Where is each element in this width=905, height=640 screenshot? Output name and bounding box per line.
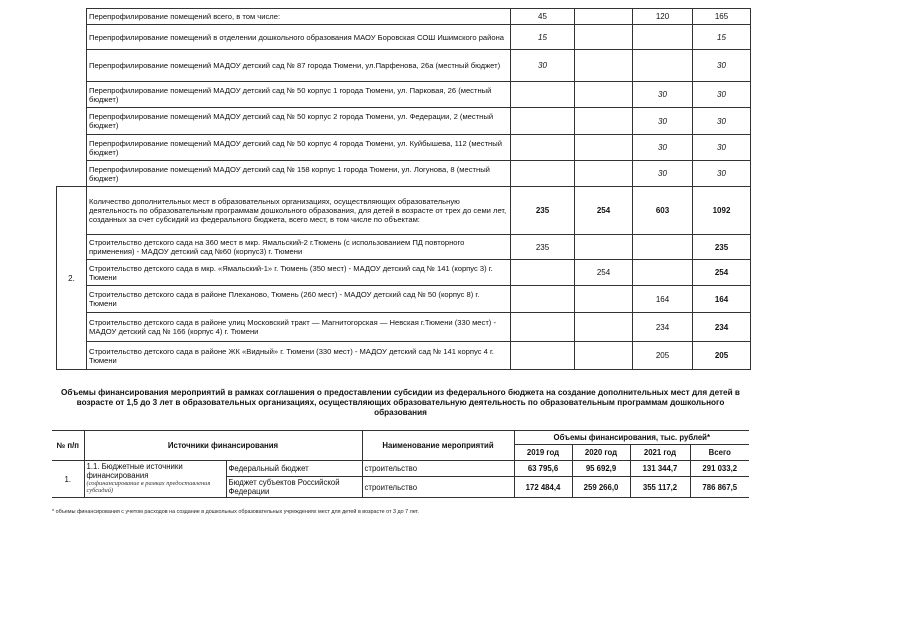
value-2020	[575, 50, 633, 82]
value-2020	[575, 286, 633, 313]
source-group	[84, 461, 226, 498]
table-row	[57, 50, 751, 82]
value-2021: 30	[633, 135, 693, 161]
row-name: Строительство детского сада на 360 мест в мкр. Ямальский-2 г.Тюмень (с использованием ПД повторного применения) - МАДОУ детский сад №60 (корпус3) г. Тюмени	[87, 235, 511, 260]
value-2021: 131 344,7	[630, 461, 690, 477]
value-total: 30	[693, 50, 751, 82]
value-2021: 355 117,2	[630, 477, 690, 498]
table-row	[57, 235, 751, 260]
row-name: Перепрофилирование помещений МАДОУ детский сад № 87 города Тюмени, ул.Парфенова, 26а (местный бюджет)	[87, 50, 511, 82]
value-2020: 254	[575, 187, 633, 235]
header-event: Наименование мероприятий	[362, 431, 514, 461]
section-number: 2.	[57, 187, 87, 370]
source-main: 1.1. Бюджетные источники финансирования	[86, 462, 183, 480]
value-2020: 95 692,9	[572, 461, 630, 477]
table-row	[57, 187, 751, 235]
value-total: 30	[693, 108, 751, 135]
value-2020	[575, 25, 633, 50]
value-2020	[575, 135, 633, 161]
table-row	[57, 9, 751, 25]
table-row	[57, 286, 751, 313]
value-2021: 30	[633, 108, 693, 135]
value-2019: 63 795,6	[514, 461, 572, 477]
section-title: Объемы финансирования мероприятий в рамках соглашения о предоставлении субсидии из федерального бюджета на создание дополнительных мест для детей в возрасте от 1,5 до 3 лет в образовательных организациях, осуществляющих образовательную деятельность по образовательным программам дошкольного образования	[61, 388, 740, 417]
row-name: Строительство детского сада в районе улиц Московский тракт — Магнитогорская — Невская г.Тюмени (330 мест) - МАДОУ детский сад № 166 (корпус 4) г. Тюмени	[87, 313, 511, 342]
value-2020: 259 266,0	[572, 477, 630, 498]
row-number-cell	[57, 108, 87, 135]
value-2019: 235	[511, 235, 575, 260]
row-number-cell	[57, 82, 87, 108]
value-2021	[633, 260, 693, 286]
value-total: 291 033,2	[690, 461, 749, 477]
value-2019	[511, 286, 575, 313]
value-2019	[511, 313, 575, 342]
row-name: Строительство детского сада в районе Плеханово, Тюмень (260 мест) - МАДОУ детский сад № 50 (корпус 8) г. Тюмени	[87, 286, 511, 313]
value-2019	[511, 82, 575, 108]
value-2021: 205	[633, 342, 693, 370]
value-total: 30	[693, 82, 751, 108]
value-2020	[575, 82, 633, 108]
value-2021: 30	[633, 82, 693, 108]
header-2021: 2021 год	[630, 445, 690, 461]
table-row	[57, 82, 751, 108]
value-total: 30	[693, 161, 751, 187]
value-2019	[511, 108, 575, 135]
value-2019: 15	[511, 25, 575, 50]
value-2019	[511, 135, 575, 161]
row-name: Строительство детского сада в мкр. «Ямальский-1» г. Тюмень (350 мест) - МАДОУ детский сад № 141 (корпус 3) г. Тюмени	[87, 260, 511, 286]
value-2021: 234	[633, 313, 693, 342]
row-number: 1.	[52, 461, 84, 498]
value-total: 235	[693, 235, 751, 260]
header-2019: 2019 год	[514, 445, 572, 461]
value-2020	[575, 108, 633, 135]
value-2020	[575, 161, 633, 187]
row-number-cell	[57, 9, 87, 25]
table-row	[52, 461, 749, 477]
value-total: 164	[693, 286, 751, 313]
value-2021	[633, 50, 693, 82]
value-2020: 254	[575, 260, 633, 286]
value-2020	[575, 313, 633, 342]
table-row	[57, 108, 751, 135]
row-name: Строительство детского сада в районе ЖК «Видный» г. Тюмени (330 мест) - МАДОУ детский сад № 141 корпус 4 г. Тюмени	[87, 342, 511, 370]
footnote: * объемы финансирования с учетом расходов на создание в дошкольных образовательных учреждениях мест для детей в возрасте от 3 до 7 лет.	[52, 509, 419, 515]
row-number-cell	[57, 135, 87, 161]
table-row	[57, 313, 751, 342]
row-name: Перепрофилирование помещений МАДОУ детский сад № 50 корпус 2 города Тюмени, ул. Федерации, 2 (местный бюджет)	[87, 108, 511, 135]
table-row	[57, 260, 751, 286]
value-2021	[633, 235, 693, 260]
value-2021: 164	[633, 286, 693, 313]
table-header-row	[52, 431, 749, 445]
places-table	[56, 8, 751, 370]
header-total: Всего	[690, 445, 749, 461]
event-name: строительство	[362, 461, 514, 477]
value-2020	[575, 235, 633, 260]
header-volumes: Объемы финансирования, тыс. рублей*	[514, 431, 749, 445]
value-total: 254	[693, 260, 751, 286]
value-2019	[511, 260, 575, 286]
value-total: 205	[693, 342, 751, 370]
table-row	[57, 25, 751, 50]
value-total: 786 867,5	[690, 477, 749, 498]
value-2019: 45	[511, 9, 575, 25]
event-name: строительство	[362, 477, 514, 498]
value-2019	[511, 342, 575, 370]
table-row	[57, 342, 751, 370]
value-total: 165	[693, 9, 751, 25]
financing-table	[52, 430, 749, 498]
value-2021: 603	[633, 187, 693, 235]
table-row	[57, 135, 751, 161]
value-2021: 120	[633, 9, 693, 25]
value-2020	[575, 9, 633, 25]
row-name: Перепрофилирование помещений всего, в том числе:	[87, 9, 511, 25]
header-2020: 2020 год	[572, 445, 630, 461]
header-sources: Источники финансирования	[84, 431, 362, 461]
value-total: 30	[693, 135, 751, 161]
value-2019	[511, 161, 575, 187]
row-number-cell	[57, 25, 87, 50]
value-total: 15	[693, 25, 751, 50]
table-row	[57, 161, 751, 187]
row-number-cell	[57, 50, 87, 82]
source-name: Бюджет субъектов Российской Федерации	[226, 477, 362, 498]
source-name: Федеральный бюджет	[226, 461, 362, 477]
source-sub: (софинансирование в рамках предоставления субсидий)	[86, 480, 211, 494]
value-2019: 172 484,4	[514, 477, 572, 498]
value-2021	[633, 25, 693, 50]
value-2019: 235	[511, 187, 575, 235]
value-2019: 30	[511, 50, 575, 82]
row-name: Количество дополнительных мест в образовательных организациях, осуществляющих образовательную деятельность по образовательным программам дошкольного образования, для детей в возрасте от трех до семи лет, созданных за счет субсидий из федерального бюджета, всего мест, в том числе по объектам:	[87, 187, 511, 235]
value-total: 234	[693, 313, 751, 342]
value-2021: 30	[633, 161, 693, 187]
row-number-cell	[57, 161, 87, 187]
value-total: 1092	[693, 187, 751, 235]
row-name: Перепрофилирование помещений МАДОУ детский сад № 50 корпус 1 города Тюмени, ул. Парковая, 26 (местный бюджет)	[87, 82, 511, 108]
row-name: Перепрофилирование помещений в отделении дошкольного образования МАОУ Боровская СОШ Ишимского района	[87, 25, 511, 50]
row-name: Перепрофилирование помещений МАДОУ детский сад № 50 корпус 4 города Тюмени, ул. Куйбышева, 112 (местный бюджет)	[87, 135, 511, 161]
row-name: Перепрофилирование помещений МАДОУ детский сад № 158 корпус 1 города Тюмени, ул. Логунова, 8 (местный бюджет)	[87, 161, 511, 187]
header-num: № п/п	[52, 431, 84, 461]
value-2020	[575, 342, 633, 370]
